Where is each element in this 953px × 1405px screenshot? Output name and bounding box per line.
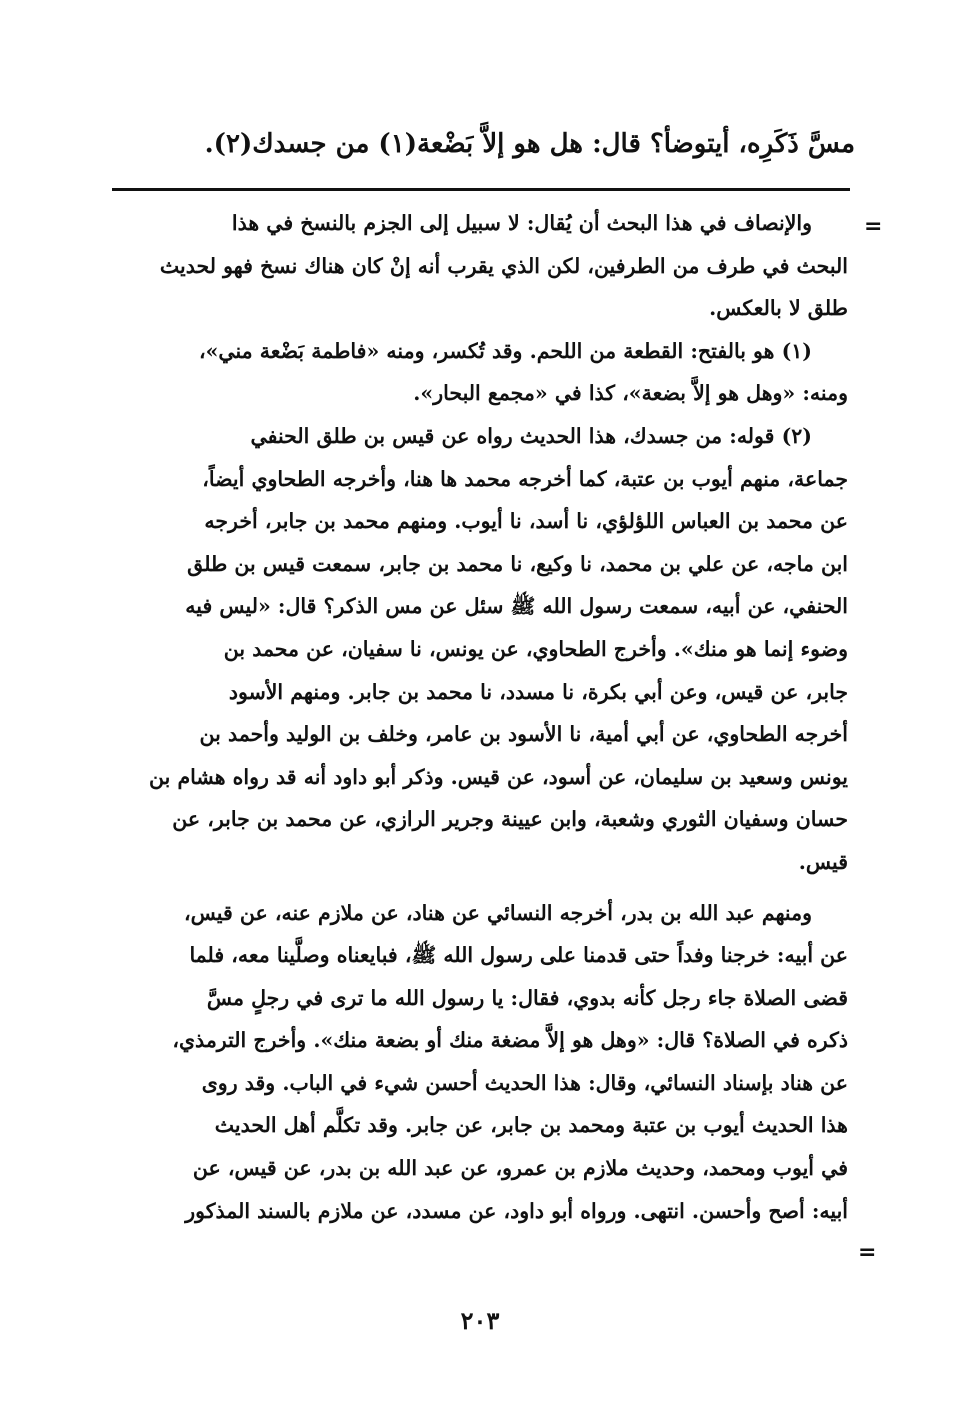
continuation-mark-top: = (864, 214, 883, 239)
footnote-2-cont-line: ذكره في الصلاة؟ قال: «وهل هو إلاَّ مضغة منك أو بضعة منك». وأخرج الترمذي، (172, 1028, 848, 1053)
footnote-2-line: أخرجه الطحاوي، عن أبي أمية، نا الأسود بن عامر، وخلف بن الوليد وأحمد بن (199, 722, 848, 747)
footnote-separator (112, 188, 850, 191)
page-number: ٢٠٣ (460, 1306, 500, 1335)
footnote-2-line: وضوء إنما هو منك». وأخرج الطحاوي، عن يونس، نا سفيان، عن محمد بن (223, 636, 848, 661)
footnote-2-cont-line: عن هناد بإسناد النسائي، وقال: هذا الحديث أحسن شيء في الباب. وقد روى (201, 1070, 848, 1095)
footnote-2-line: (٢) قوله: من جسدك، هذا الحديث رواه عن قيس بن طلق الحنفي (250, 423, 812, 448)
footnote-2-cont-line: هذا الحديث أيوب بن عتبة ومحمد بن جابر، عن جابر. وقد تكلَّم أهل الحديث (214, 1113, 848, 1138)
footnote-1-line: (١) هو بالفتح: القطعة من اللحم. وقد تُكسر، ومنه «فاطمة بَضْعة مني»، (198, 338, 812, 363)
footnote-1-line: ومنه: «وهل هو إلاَّ بضعة»، كذا في «مجمع البحار». (413, 381, 848, 406)
footnote-2-cont-line: أبيه: أصح وأحسن. انتهى. ورواه أبو داود، عن مسدد، عن ملازم بالسند المذكور (185, 1198, 848, 1223)
footnote-line: طلق لا بالعكس. (709, 296, 848, 321)
footnote-line: البحث في طرف من الطرفين، لكن الذي يقرب أنه إنْ كان هناك نسخ فهو لحديث (159, 253, 848, 278)
footnote-2-cont-line: في أيوب ومحمد، وحديث ملازم بن عمرو، عن عبد الله بن بدر، عن قيس، عن (192, 1156, 848, 1181)
footnote-2-line: الحنفي، عن أبيه، سمعت رسول الله ﷺ سئل عن مس الذكر؟ قال: «ليس فيه (185, 594, 848, 619)
footnote-2-cont-line: ومنهم عبد الله بن بدر، أخرجه النسائي عن هناد، عن ملازم عنه، عن قيس، (184, 900, 812, 925)
footnote-2-cont-line: قضى الصلاة جاء رجل كأنه بدوي، فقال: يا رسول الله ما ترى في رجلٍ مسَّ (206, 985, 848, 1010)
paragraph-gap (108, 884, 848, 892)
footnote-2-line: حسان وسفيان الثوري وشعبة، وابن عيينة وجرير الرازي، عن محمد بن جابر، عن (172, 807, 848, 832)
footnote-2-line: جماعة، منهم أيوب بن عتبة، كما أخرجه محمد ها هنا، وأخرجه الطحاوي أيضاً، (202, 466, 848, 491)
main-text-line: مسَّ ذَكَرِه، أيتوضأ؟ قال: هل هو إلاَّ بَضْعة(١) من جسدك(٢). (204, 129, 855, 159)
footnote-line: والإنصاف في هذا البحث أن يُقال: لا سبيل إلى الجزم بالنسخ في هذا (231, 211, 812, 235)
continuation-mark-bottom: = (858, 1240, 877, 1265)
footnote-2-line: ابن ماجه، عن علي بن محمد، نا وكيع، نا محمد بن جابر، سمعت قيس بن طلق (187, 551, 848, 576)
footnote-2-line: يونس وسعيد بن سليمان، عن أسود، عن قيس. وذكر أبو داود أنه قد رواه هشام بن (149, 764, 848, 789)
footnote-2-line: جابر، عن قيس، وعن أبي بكرة، نا مسدد، نا محمد بن جابر. ومنهم الأسود (228, 679, 848, 704)
footnotes-block (108, 202, 848, 1232)
footnote-2-line: قيس. (798, 849, 848, 874)
footnote-2-line: عن محمد بن العباس اللؤلؤي، نا أسد، نا أيوب. ومنهم محمد بن جابر، أخرجه (204, 509, 848, 534)
footnote-2-cont-line: عن أبيه: خرجنا وفداً حتى قدمنا على رسول الله ﷺ، فبايعناه وصلَّينا معه، فلما (189, 943, 848, 968)
